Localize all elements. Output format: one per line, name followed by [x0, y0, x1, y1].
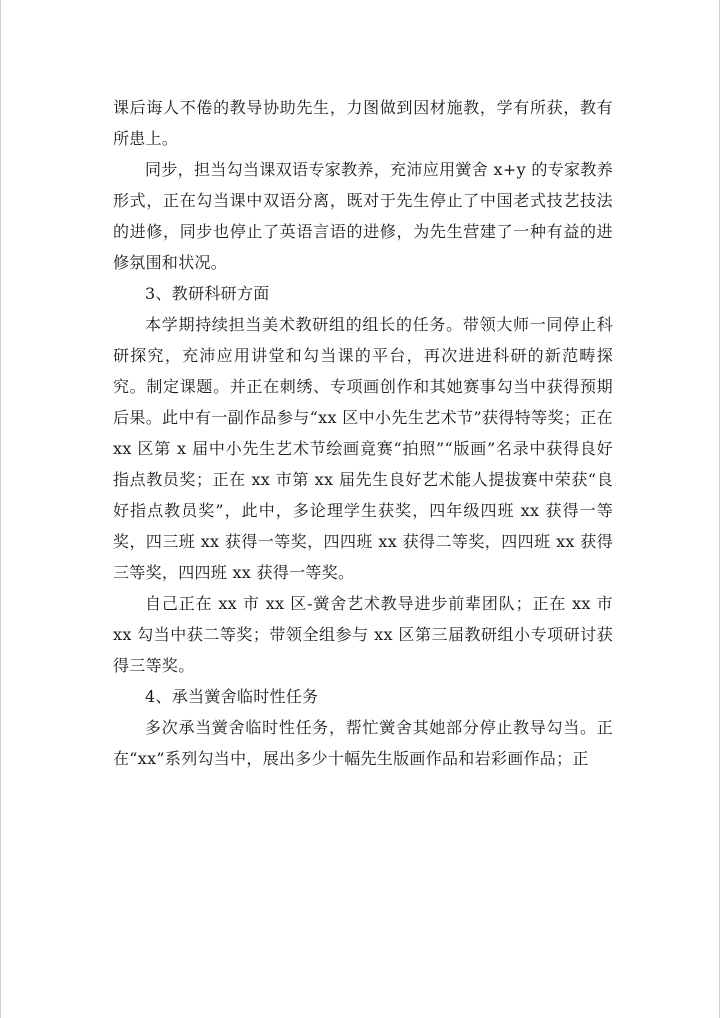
section-heading-research: 3、教研科研方面: [145, 284, 270, 303]
paragraph-personal-awards: 自己正在 xx 市 xx 区-黉舍艺术教导进步前辈团队；正在 xx 市 xx 勾当中获二等奖；带领全组参与 xx 区第三届教研组小专项研讨获得三等奖。: [113, 594, 613, 675]
section-heading-temporary-tasks: 4、承当黉舍临时性任务: [145, 687, 319, 706]
paragraph-temporary-tasks: 多次承当黉舍临时性任务，帮忙黉舍其她部分停止教导勾当。正在“xx”系列勾当中，展出多少十幅先生版画作品和岩彩画作品；正: [113, 718, 613, 768]
paragraph-continuation: 课后诲人不倦的教导协助先生，力图做到因材施教，学有所获，教有所患上。: [113, 98, 613, 148]
paragraph-bilingual-teaching: 同步，担当勾当课双语专家教养，充沛应用黉舍 x+y 的专家教养形式，正在勾当课中双语分离，既对于先生停止了中国老式技艺技法的进修，同步也停止了英语言语的进修，为先生营建了一种有益的进修氛围和状况。: [113, 160, 613, 272]
paragraph-research-group: 本学期持续担当美术教研组的组长的任务。带领大师一同停止科研探究，充沛应用讲堂和勾当课的平台，再次进进科研的新范畴探究。制定课题。并正在刺绣、专项画创作和其她赛事勾当中获得预期后果。此中有一副作品参与“xx 区中小先生艺术节”获得特等奖；正在 xx 区第 x 届中小先生艺术节绘画竟赛“拍照”“版画”名录中获得良好指点教员奖；正在 xx 市第 xx 届先生良好艺术能人提拔赛中荣获“良好指点教员奖”，此中，多论理学生获奖，四年级四班 xx 获得一等奖，四三班 xx 获得一等奖，四四班 xx 获得二等奖，四四班 xx 获得三等奖，四四班 xx 获得一等奖。: [113, 315, 613, 582]
document-body: [113, 92, 613, 774]
